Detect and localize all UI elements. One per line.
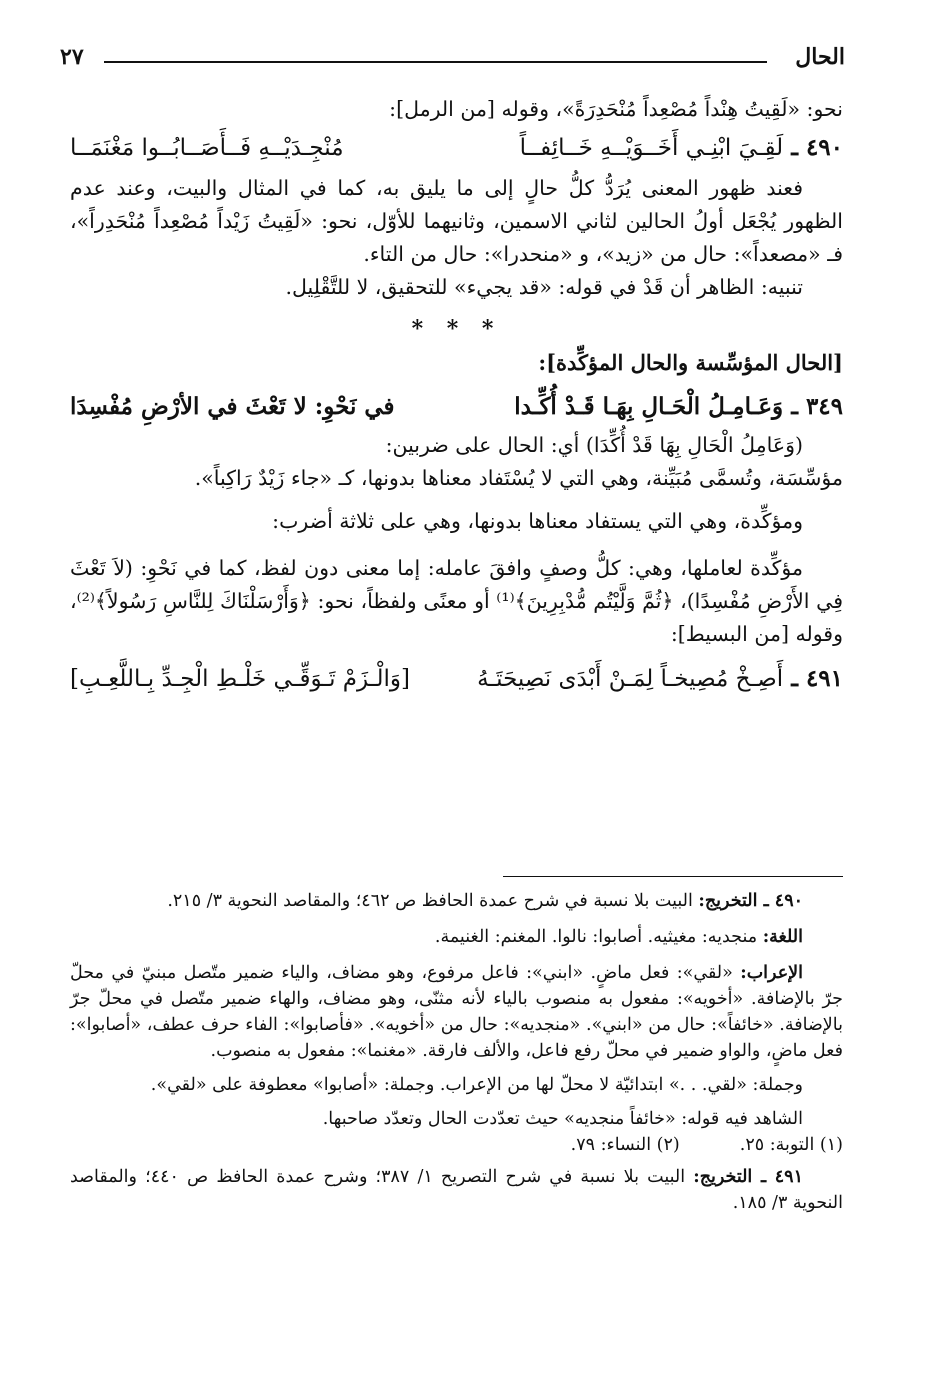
quran-references [70,1132,843,1158]
verse-490 [70,130,843,166]
running-title: الحال [795,44,845,70]
verse-number: ٤٩٠ ـ [791,134,843,161]
footnote-jumla: وجملة: «لقي. . .» ابتدائيّة لا محلّ لها من الإعراب. وجملة: «أصابوا» معطوفة على «لقي». [150,1075,803,1095]
section-separator: * * * [411,316,502,342]
paragraph: فعند ظهور المعنى يُرَدُّ كلُّ حالٍ إلى ما يليق به، كما في المثال والبيت، وعند عدم الظهور يُجْعَل أولُ الحالين لثاني الاسمين، وثانيهما للأوّل، نحو: «لَقِيتُ زَيْداً مُصْعِداً مُنْحَدِراً»، فـ «مصعداً»: حال من «زيد»، و «منحدرا»: حال من التاء. [70,176,843,266]
line-example: نحو: «لَقِيتُ هِنْداً مُصْعِداً مُنْحَدِرَةً»، وقوله [من الرمل]: [389,97,843,121]
verse-491 [70,661,843,697]
main-text [70,95,843,697]
footnote-takhrij-490: ٤٩٠ ـ التخريج: البيت بلا نسبة في شرح عمدة الحافظ ص ٤٦٢؛ والمقاصد النحوية ٣/ ٢١٥. [167,891,803,911]
verse-349 [70,389,843,425]
verse-second-hemistich: مُنْجِـدَيْــهِ فَــأَصَــابُــوا مَغْنَمَــا [70,135,344,161]
header-rule [104,61,767,63]
paragraph: مؤسِّسَة، وتُسمَّى مُبَيِّنة، وهي التي لا يُسْتَفاد معناها بدونها، كـ «جاء زَيْدٌ رَاكِباً». [194,466,843,490]
footnote-shahid: الشاهد فيه قوله: «خائفاً منجديه» حيث تعدّدت الحال وتعدّد صاحبها. [322,1109,803,1129]
footnote-rule [503,876,843,877]
verse-second-hemistich: في نَحْوِ: لا تَعْثَ في الأرْضِ مُفْسِدَا [70,393,395,420]
verse-first-hemistich: وَعَـامِـلُ الْحَـالِ بِهَـا قَـدْ أُكِّـدا [514,393,784,420]
note-paragraph: تنبيه: الظاهر أن قَدْ في قوله: «قد يجيء» للتحقيق، لا للتَّقْلِيل. [285,275,803,299]
footnotes [70,888,843,1216]
verse-first-hemistich: أَصِـخْ مُصِيخـاً لِمَـنْ أَبْدَى نَصِيحَتَـهُ [477,666,784,692]
verse-first-hemistich: لَقِـيَ ابْنِـي أَخَــوَيْــهِ خَــائِفــاً [519,135,784,161]
verse-number: ٤٩١ ـ [791,665,843,692]
quran-ref-1: (١) التوبة: ٢٥. [739,1135,843,1155]
verse-second-hemistich: [وَالْـزَمْ تَـوَقِّـي خَلْـطِ الْجِـدِّ بِـاللَّعِـبِ] [70,666,410,692]
footnote-lugha: اللغة: منجديه: مغيثيه. أصابوا: نالوا. المغنم: الغنيمة. [434,927,803,947]
section-heading: [الحال المؤسِّسة والحال المؤكِّدة]: [538,350,843,375]
paragraph: مؤكِّدة لعاملها، وهي: كلُّ وصفٍ وافقَ عامله: إما معنى دون لفظ، كما في نَحْوِ: (لاَ تَعْثَ فِي الأَرْضِ مُفْسِدًا)، ﴿ثُمَّ وَلَّيْتُم مُّدْبِرِينَ﴾⁽¹⁾ أو معنًى ولفظاً، نحو: ﴿وَأَرْسَلْنَاكَ لِلنَّاسِ رَسُولاً﴾⁽²⁾، وقوله [من البسيط]: [70,556,843,646]
page-number: ٢٧ [60,44,84,70]
footnote-irab: الإعراب: «لقي»: فعل ماضٍ. «ابني»: فاعل مرفوع، وهو مضاف، والياء ضمير متّصل مبنيّ في محلّ جرّ بالإضافة. «أخويه»: مفعول به منصوب بالياء لأنه مثنّى، وهو مضاف، والهاء ضمير متّصل في محلّ جرّ بالإضافة. «خائفاً»: حال من «ابني». «منجديه»: حال من «أخويه». «فأصابوا»: الفاء حرف عطف، «أصابوا»: فعل ماضٍ، والواو ضمير في محلّ رفع فاعل، والألف فارقة. «مغنما»: مفعول به منصوب. [70,963,843,1061]
quran-ref-2: (٢) النساء: ٧٩. [570,1135,680,1155]
footnote-takhrij-491: ٤٩١ ـ التخريج: البيت بلا نسبة في شرح التصريح ١/ ٣٨٧؛ وشرح عمدة الحافظ ص ٤٤٠؛ والمقاصد النحوية ٣/ ١٨٥. [70,1167,843,1213]
running-header [60,44,845,76]
paragraph: (وَعَامِلُ الْحَالِ بِهَا قَدْ أُكِّدَا) أي: الحال على ضربين: [385,433,803,457]
paragraph: ومؤكِّدة، وهي التي يستفاد معناها بدونها، وهي على ثلاثة أضرب: [272,509,803,533]
verse-number: ٣٤٩ ـ [791,393,843,420]
